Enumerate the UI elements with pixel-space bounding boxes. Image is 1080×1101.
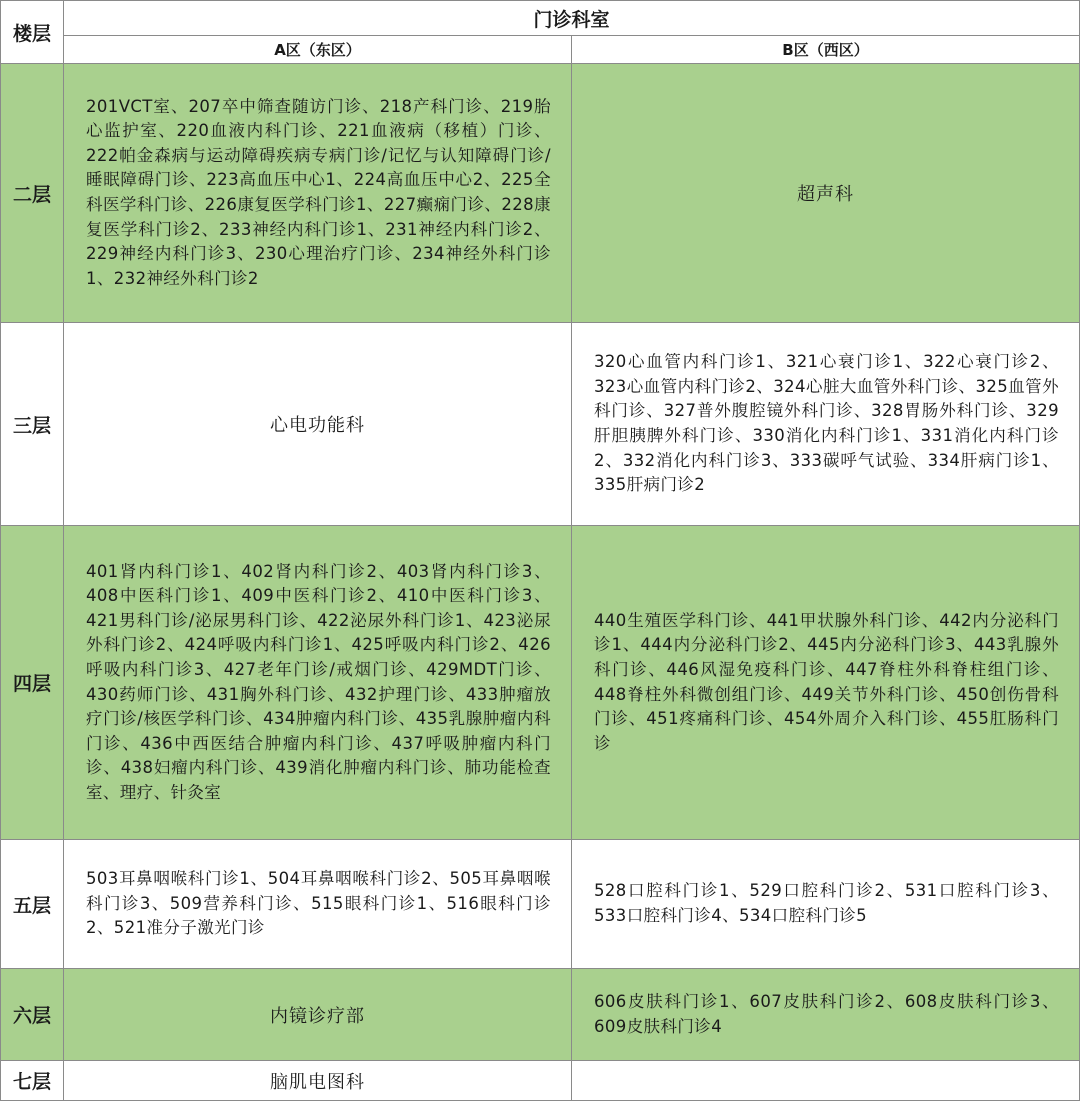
zone-a-header: A区（东区） [64, 36, 572, 64]
floor-label-4: 四层 [0, 526, 64, 840]
floor-7-zone-a: 脑肌电图科 [64, 1061, 572, 1101]
floor-label-5: 五层 [0, 840, 64, 969]
zone-b-header: B区（西区） [572, 36, 1080, 64]
floor-3-zone-a: 心电功能科 [64, 323, 572, 526]
floor-label-6: 六层 [0, 969, 64, 1061]
table-title: 门诊科室 [64, 0, 1080, 36]
floor-label-3: 三层 [0, 323, 64, 526]
floor-5-zone-a: 503耳鼻咽喉科门诊1、504耳鼻咽喉科门诊2、505耳鼻咽喉科门诊3、509营养科门诊、515眼科门诊1、516眼科门诊2、521准分子激光门诊 [64, 840, 572, 969]
floor-4-zone-a: 401肾内科门诊1、402肾内科门诊2、403肾内科门诊3、408中医科门诊1、409中医科门诊2、410中医科门诊3、421男科门诊/泌尿男科门诊、422泌尿外科门诊1、423泌尿外科门诊2、424呼吸内科门诊1、425呼吸内科门诊2、426呼吸内科门诊3、427老年门诊/戒烟门诊、429MDT门诊、430药师门诊、431胸外科门诊、432护理门诊、433肿瘤放疗门诊/核医学科门诊、434肿瘤内科门诊、435乳腺肿瘤内科门诊、436中西医结合肿瘤内科门诊、437呼吸肿瘤内科门诊、438妇瘤内科门诊、439消化肿瘤内科门诊、肺功能检查室、理疗、针灸室 [64, 526, 572, 840]
floor-label-2: 二层 [0, 64, 64, 323]
floor-4-zone-b: 440生殖医学科门诊、441甲状腺外科门诊、442内分泌科门诊1、444内分泌科门诊2、445内分泌科门诊3、443乳腺外科门诊、446风湿免疫科门诊、447脊柱外科脊柱组门诊、448脊柱外科微创组门诊、449关节外科门诊、450创伤骨科门诊、451疼痛科门诊、454外周介入科门诊、455肛肠科门诊 [572, 526, 1080, 840]
floor-3-zone-b: 320心血管内科门诊1、321心衰门诊1、322心衰门诊2、323心血管内科门诊2、324心脏大血管外科门诊、325血管外科门诊、327普外腹腔镜外科门诊、328胃肠外科门诊、329肝胆胰脾外科门诊、330消化内科门诊1、331消化内科门诊2、332消化内科门诊3、333碳呼气试验、334肝病门诊1、335肝病门诊2 [572, 323, 1080, 526]
floor-5-zone-b: 528口腔科门诊1、529口腔科门诊2、531口腔科门诊3、533口腔科门诊4、534口腔科门诊5 [572, 840, 1080, 969]
floor-column-header: 楼层 [0, 0, 64, 64]
floor-7-zone-b [572, 1061, 1080, 1101]
floor-2-zone-b: 超声科 [572, 64, 1080, 323]
floor-6-zone-b: 606皮肤科门诊1、607皮肤科门诊2、608皮肤科门诊3、609皮肤科门诊4 [572, 969, 1080, 1061]
floor-2-zone-a: 201VCT室、207卒中筛查随访门诊、218产科门诊、219胎心监护室、220血液内科门诊、221血液病（移植）门诊、222帕金森病与运动障碍疾病专病门诊/记忆与认知障碍门诊/睡眠障碍门诊、223高血压中心1、224高血压中心2、225全科医学科门诊、226康复医学科门诊1、227癫痫门诊、228康复医学科门诊2、233神经内科门诊1、231神经内科门诊2、229神经内科门诊3、230心理治疗门诊、234神经外科门诊1、232神经外科门诊2 [64, 64, 572, 323]
floor-label-7: 七层 [0, 1061, 64, 1101]
floor-6-zone-a: 内镜诊疗部 [64, 969, 572, 1061]
